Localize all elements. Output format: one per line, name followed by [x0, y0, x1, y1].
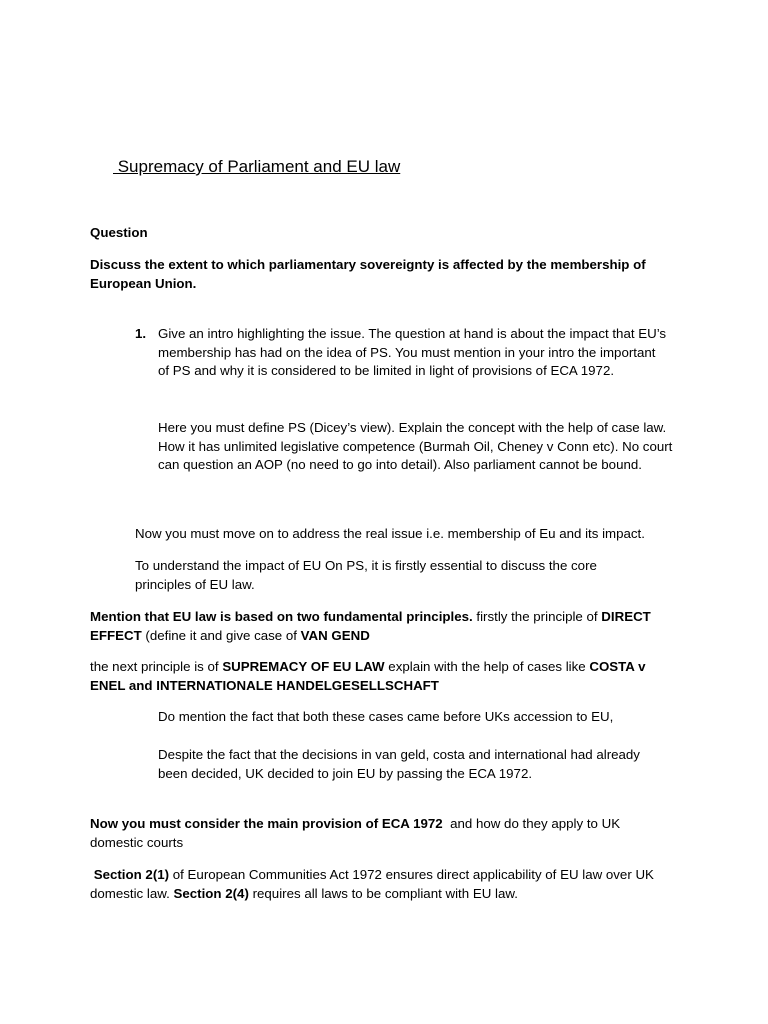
supremacy-text2: explain with the help of cases like: [384, 659, 590, 674]
costa-cases: COSTA v ENEL and INTERNATIONALE HANDELGESELLSCHAFT: [90, 659, 646, 693]
principles-text2: (define it and give case of: [141, 627, 301, 643]
van-gend-case: VAN GEND: [300, 627, 370, 643]
question-text: Discuss the extent to which parliamentary sovereignty is affected by the membership of European Union.: [90, 257, 646, 291]
section-2-4: Section 2(4): [173, 885, 249, 901]
sections-paragraph: [90, 866, 690, 903]
principles-text1: firstly the principle of: [472, 609, 602, 624]
direct-effect-term: DIRECT EFFECT: [90, 609, 651, 643]
consider-lead: Now you must consider the main provision of ECA 1972: [90, 816, 443, 831]
supremacy-text1: the next principle is of: [90, 659, 223, 674]
list-number: 1.: [135, 326, 147, 341]
understand-paragraph: To understand the impact of EU On PS, it is firstly essential to discuss the core principles of EU law.: [135, 558, 597, 592]
consider-text: and how do they apply to UK domestic courts: [90, 816, 624, 850]
consider-paragraph: [90, 815, 660, 852]
mention-fact-paragraph: Do mention the fact that both these cases came before UKs accession to EU,: [158, 709, 614, 724]
page-title: Supremacy of Parliament and EU law: [113, 157, 401, 176]
supremacy-term: SUPREMACY OF EU LAW: [222, 659, 385, 674]
principles-lead: Mention that EU law is based on two fundamental principles.: [90, 609, 473, 624]
sections-text2: requires all laws to be compliant with EU law.: [248, 885, 518, 901]
question-heading: Question: [90, 225, 148, 240]
principles-paragraph: [90, 608, 680, 645]
despite-paragraph: Despite the fact that the decisions in van geld, costa and international had already been decided, UK decided to join EU by passing the ECA 1972.: [158, 747, 640, 781]
move-on-paragraph: Now you must move on to address the real issue i.e. membership of Eu and its impact.: [135, 526, 645, 541]
item1-paragraph-intro: Give an intro highlighting the issue. The question at hand is about the impact that EU’s membership has had on the idea of PS. You must mention in your intro the important of PS and why it is considered to be limited in light of provisions of ECA 1972.: [158, 326, 667, 379]
supremacy-paragraph: [90, 658, 680, 695]
section-2-1: Section 2(1): [90, 867, 170, 882]
sections-text1: of European Communities Act 1972 ensures direct applicability of EU law over UK domestic law.: [90, 867, 654, 901]
item1-paragraph-define: Here you must define PS (Dicey’s view). Explain the concept with the help of case law. How it has unlimited legislative competence (Burmah Oil, Cheney v Conn etc). No court can question an AOP (no need to go into detail). Also parliament cannot be bound.: [158, 420, 673, 473]
